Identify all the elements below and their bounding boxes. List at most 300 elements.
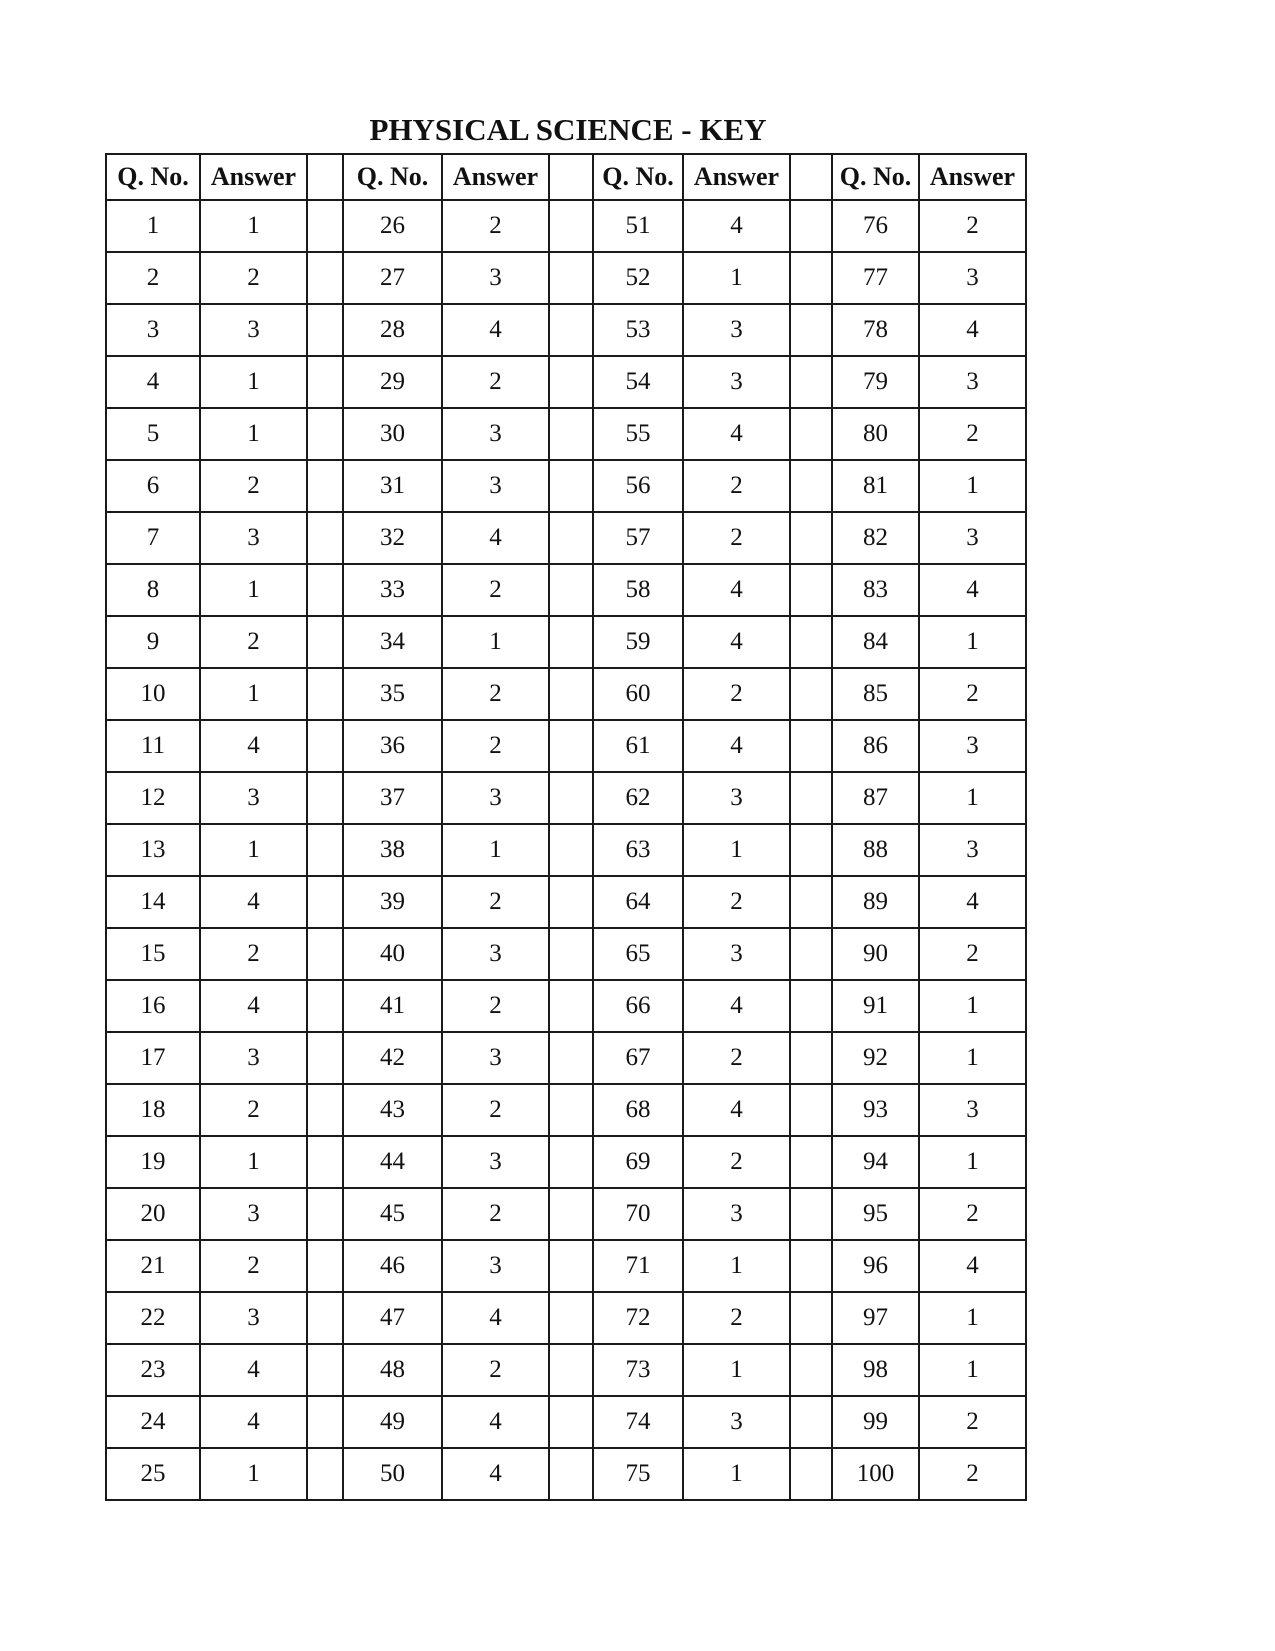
qno-header: Q. No. [832, 154, 919, 200]
spacer-cell [307, 252, 343, 304]
question-number-cell: 76 [832, 200, 919, 252]
answer-cell: 2 [200, 252, 307, 304]
answer-header: Answer [200, 154, 307, 200]
question-number-cell: 86 [832, 720, 919, 772]
answer-cell: 2 [919, 928, 1026, 980]
answer-cell: 1 [442, 824, 549, 876]
answer-cell: 4 [442, 512, 549, 564]
answer-cell: 2 [442, 564, 549, 616]
table-row [106, 1136, 1026, 1188]
answer-key-body [106, 200, 1026, 1500]
spacer-cell [790, 304, 832, 356]
spacer-cell [549, 616, 593, 668]
question-number-cell: 65 [593, 928, 683, 980]
table-row [106, 824, 1026, 876]
answer-cell: 1 [919, 1032, 1026, 1084]
question-number-cell: 78 [832, 304, 919, 356]
spacer-cell [307, 408, 343, 460]
answer-cell: 3 [919, 720, 1026, 772]
question-number-cell: 47 [343, 1292, 442, 1344]
answer-cell: 2 [919, 668, 1026, 720]
spacer-cell [790, 1136, 832, 1188]
answer-cell: 2 [200, 616, 307, 668]
answer-cell: 4 [919, 304, 1026, 356]
spacer-cell [790, 980, 832, 1032]
table-row [106, 1032, 1026, 1084]
table-row [106, 564, 1026, 616]
answer-cell: 3 [683, 772, 790, 824]
question-number-cell: 49 [343, 1396, 442, 1448]
spacer-cell [307, 720, 343, 772]
table-row [106, 668, 1026, 720]
spacer-cell [307, 980, 343, 1032]
answer-cell: 1 [919, 616, 1026, 668]
question-number-cell: 91 [832, 980, 919, 1032]
answer-cell: 4 [683, 564, 790, 616]
spacer-cell [549, 1032, 593, 1084]
spacer-cell [549, 1084, 593, 1136]
spacer-cell [790, 1240, 832, 1292]
table-row [106, 460, 1026, 512]
answer-cell: 2 [442, 1344, 549, 1396]
spacer-cell [549, 252, 593, 304]
answer-cell: 4 [683, 408, 790, 460]
answer-cell: 3 [919, 512, 1026, 564]
question-number-cell: 69 [593, 1136, 683, 1188]
spacer-cell [549, 460, 593, 512]
answer-cell: 2 [200, 1240, 307, 1292]
answer-cell: 1 [919, 772, 1026, 824]
question-number-cell: 56 [593, 460, 683, 512]
answer-cell: 2 [442, 356, 549, 408]
question-number-cell: 63 [593, 824, 683, 876]
header-row [106, 154, 1026, 200]
spacer-cell [549, 928, 593, 980]
question-number-cell: 60 [593, 668, 683, 720]
spacer-cell [549, 876, 593, 928]
question-number-cell: 44 [343, 1136, 442, 1188]
question-number-cell: 42 [343, 1032, 442, 1084]
question-number-cell: 100 [832, 1448, 919, 1500]
answer-cell: 1 [683, 1240, 790, 1292]
spacer-cell [790, 928, 832, 980]
question-number-cell: 80 [832, 408, 919, 460]
spacer-cell [549, 772, 593, 824]
question-number-cell: 85 [832, 668, 919, 720]
spacer-cell [307, 824, 343, 876]
question-number-cell: 22 [106, 1292, 200, 1344]
answer-cell: 3 [683, 304, 790, 356]
qno-header: Q. No. [106, 154, 200, 200]
spacer-cell [307, 1344, 343, 1396]
question-number-cell: 53 [593, 304, 683, 356]
question-number-cell: 52 [593, 252, 683, 304]
spacer-cell [790, 512, 832, 564]
question-number-cell: 46 [343, 1240, 442, 1292]
answer-cell: 1 [442, 616, 549, 668]
question-number-cell: 74 [593, 1396, 683, 1448]
question-number-cell: 14 [106, 876, 200, 928]
answer-cell: 1 [919, 1136, 1026, 1188]
question-number-cell: 35 [343, 668, 442, 720]
table-row [106, 1344, 1026, 1396]
answer-cell: 1 [200, 1136, 307, 1188]
question-number-cell: 34 [343, 616, 442, 668]
answer-cell: 2 [683, 1136, 790, 1188]
question-number-cell: 59 [593, 616, 683, 668]
answer-cell: 1 [200, 356, 307, 408]
answer-cell: 4 [442, 1448, 549, 1500]
spacer-cell [549, 356, 593, 408]
spacer-cell [307, 928, 343, 980]
spacer-cell [790, 1032, 832, 1084]
answer-cell: 3 [683, 1396, 790, 1448]
answer-cell: 4 [200, 876, 307, 928]
question-number-cell: 30 [343, 408, 442, 460]
question-number-cell: 17 [106, 1032, 200, 1084]
spacer-cell [790, 772, 832, 824]
question-number-cell: 38 [343, 824, 442, 876]
table-row [106, 1188, 1026, 1240]
spacer-cell [790, 876, 832, 928]
question-number-cell: 62 [593, 772, 683, 824]
question-number-cell: 67 [593, 1032, 683, 1084]
spacer-cell [549, 1292, 593, 1344]
spacer-cell [790, 668, 832, 720]
spacer-cell [307, 564, 343, 616]
question-number-cell: 66 [593, 980, 683, 1032]
table-row [106, 720, 1026, 772]
question-number-cell: 4 [106, 356, 200, 408]
spacer-cell [307, 200, 343, 252]
question-number-cell: 16 [106, 980, 200, 1032]
spacer-cell [307, 1292, 343, 1344]
question-number-cell: 94 [832, 1136, 919, 1188]
qno-header: Q. No. [593, 154, 683, 200]
question-number-cell: 32 [343, 512, 442, 564]
spacer-cell [307, 460, 343, 512]
question-number-cell: 24 [106, 1396, 200, 1448]
page-title: PHYSICAL SCIENCE - KEY [369, 112, 767, 147]
question-number-cell: 7 [106, 512, 200, 564]
question-number-cell: 73 [593, 1344, 683, 1396]
answer-cell: 1 [683, 252, 790, 304]
question-number-cell: 55 [593, 408, 683, 460]
answer-cell: 1 [683, 1448, 790, 1500]
spacer-cell [307, 616, 343, 668]
answer-cell: 4 [683, 720, 790, 772]
spacer-cell [549, 1448, 593, 1500]
question-number-cell: 10 [106, 668, 200, 720]
table-row [106, 200, 1026, 252]
question-number-cell: 79 [832, 356, 919, 408]
question-number-cell: 92 [832, 1032, 919, 1084]
answer-cell: 3 [442, 252, 549, 304]
answer-cell: 3 [683, 356, 790, 408]
spacer-cell [549, 512, 593, 564]
spacer-cell [549, 824, 593, 876]
answer-cell: 3 [442, 1136, 549, 1188]
spacer-cell [549, 980, 593, 1032]
question-number-cell: 87 [832, 772, 919, 824]
spacer-cell [307, 154, 343, 200]
table-row [106, 1084, 1026, 1136]
answer-cell: 3 [200, 1032, 307, 1084]
spacer-cell [307, 304, 343, 356]
spacer-cell [549, 1136, 593, 1188]
question-number-cell: 72 [593, 1292, 683, 1344]
answer-cell: 4 [919, 876, 1026, 928]
answer-cell: 4 [200, 1344, 307, 1396]
answer-cell: 2 [683, 876, 790, 928]
question-number-cell: 20 [106, 1188, 200, 1240]
table-row [106, 616, 1026, 668]
spacer-cell [307, 1188, 343, 1240]
table-row [106, 1448, 1026, 1500]
question-number-cell: 97 [832, 1292, 919, 1344]
spacer-cell [549, 408, 593, 460]
qno-header: Q. No. [343, 154, 442, 200]
spacer-cell [549, 564, 593, 616]
question-number-cell: 36 [343, 720, 442, 772]
spacer-cell [790, 1292, 832, 1344]
answer-cell: 2 [200, 460, 307, 512]
table-row [106, 252, 1026, 304]
answer-cell: 4 [683, 200, 790, 252]
question-number-cell: 84 [832, 616, 919, 668]
spacer-cell [790, 154, 832, 200]
answer-cell: 3 [442, 928, 549, 980]
answer-cell: 4 [442, 304, 549, 356]
question-number-cell: 48 [343, 1344, 442, 1396]
spacer-cell [307, 668, 343, 720]
spacer-cell [790, 564, 832, 616]
spacer-cell [307, 512, 343, 564]
answer-cell: 4 [919, 564, 1026, 616]
question-number-cell: 93 [832, 1084, 919, 1136]
answer-cell: 2 [919, 1396, 1026, 1448]
question-number-cell: 23 [106, 1344, 200, 1396]
answer-cell: 3 [200, 304, 307, 356]
answer-cell: 1 [200, 564, 307, 616]
table-row [106, 1396, 1026, 1448]
question-number-cell: 11 [106, 720, 200, 772]
answer-cell: 2 [442, 1084, 549, 1136]
question-number-cell: 75 [593, 1448, 683, 1500]
spacer-cell [790, 1188, 832, 1240]
answer-cell: 2 [683, 1032, 790, 1084]
question-number-cell: 1 [106, 200, 200, 252]
spacer-cell [307, 876, 343, 928]
spacer-cell [549, 1396, 593, 1448]
answer-header: Answer [442, 154, 549, 200]
table-row [106, 304, 1026, 356]
answer-cell: 4 [683, 980, 790, 1032]
table-row [106, 356, 1026, 408]
answer-cell: 4 [200, 980, 307, 1032]
answer-cell: 4 [442, 1292, 549, 1344]
spacer-cell [307, 1136, 343, 1188]
question-number-cell: 64 [593, 876, 683, 928]
question-number-cell: 13 [106, 824, 200, 876]
spacer-cell [790, 1344, 832, 1396]
spacer-cell [790, 720, 832, 772]
question-number-cell: 6 [106, 460, 200, 512]
table-row [106, 928, 1026, 980]
spacer-cell [790, 1084, 832, 1136]
question-number-cell: 70 [593, 1188, 683, 1240]
answer-cell: 3 [200, 1188, 307, 1240]
question-number-cell: 83 [832, 564, 919, 616]
answer-cell: 2 [442, 200, 549, 252]
question-number-cell: 29 [343, 356, 442, 408]
question-number-cell: 58 [593, 564, 683, 616]
spacer-cell [549, 720, 593, 772]
answer-cell: 1 [683, 1344, 790, 1396]
question-number-cell: 27 [343, 252, 442, 304]
spacer-cell [307, 772, 343, 824]
answer-cell: 2 [919, 200, 1026, 252]
spacer-cell [790, 616, 832, 668]
answer-cell: 2 [442, 980, 549, 1032]
answer-cell: 3 [442, 1240, 549, 1292]
answer-cell: 3 [442, 1032, 549, 1084]
question-number-cell: 71 [593, 1240, 683, 1292]
spacer-cell [790, 1448, 832, 1500]
question-number-cell: 88 [832, 824, 919, 876]
answer-cell: 1 [200, 1448, 307, 1500]
table-row [106, 1292, 1026, 1344]
question-number-cell: 99 [832, 1396, 919, 1448]
question-number-cell: 33 [343, 564, 442, 616]
spacer-cell [549, 668, 593, 720]
answer-cell: 4 [683, 1084, 790, 1136]
answer-cell: 3 [919, 824, 1026, 876]
answer-cell: 3 [919, 1084, 1026, 1136]
answer-header: Answer [683, 154, 790, 200]
answer-cell: 3 [683, 928, 790, 980]
question-number-cell: 18 [106, 1084, 200, 1136]
spacer-cell [790, 408, 832, 460]
answer-cell: 2 [442, 1188, 549, 1240]
question-number-cell: 90 [832, 928, 919, 980]
answer-cell: 2 [683, 1292, 790, 1344]
answer-cell: 3 [442, 772, 549, 824]
spacer-cell [549, 1240, 593, 1292]
question-number-cell: 89 [832, 876, 919, 928]
question-number-cell: 43 [343, 1084, 442, 1136]
question-number-cell: 26 [343, 200, 442, 252]
question-number-cell: 2 [106, 252, 200, 304]
question-number-cell: 41 [343, 980, 442, 1032]
spacer-cell [307, 1448, 343, 1500]
question-number-cell: 40 [343, 928, 442, 980]
answer-cell: 3 [200, 1292, 307, 1344]
question-number-cell: 61 [593, 720, 683, 772]
answer-cell: 4 [200, 720, 307, 772]
spacer-cell [549, 1188, 593, 1240]
answer-header: Answer [919, 154, 1026, 200]
spacer-cell [790, 460, 832, 512]
question-number-cell: 57 [593, 512, 683, 564]
question-number-cell: 98 [832, 1344, 919, 1396]
question-number-cell: 15 [106, 928, 200, 980]
answer-cell: 1 [200, 408, 307, 460]
answer-cell: 4 [200, 1396, 307, 1448]
question-number-cell: 37 [343, 772, 442, 824]
answer-cell: 2 [683, 460, 790, 512]
question-number-cell: 28 [343, 304, 442, 356]
spacer-cell [307, 1084, 343, 1136]
table-row [106, 980, 1026, 1032]
answer-cell: 1 [200, 668, 307, 720]
answer-cell: 3 [200, 772, 307, 824]
question-number-cell: 68 [593, 1084, 683, 1136]
answer-cell: 3 [683, 1188, 790, 1240]
question-number-cell: 25 [106, 1448, 200, 1500]
table-row [106, 512, 1026, 564]
question-number-cell: 45 [343, 1188, 442, 1240]
answer-key-table [105, 153, 1027, 1501]
answer-cell: 1 [200, 824, 307, 876]
spacer-cell [790, 1396, 832, 1448]
answer-cell: 2 [442, 876, 549, 928]
question-number-cell: 54 [593, 356, 683, 408]
spacer-cell [549, 154, 593, 200]
spacer-cell [790, 200, 832, 252]
question-number-cell: 8 [106, 564, 200, 616]
answer-cell: 2 [683, 512, 790, 564]
answer-cell: 2 [200, 928, 307, 980]
question-number-cell: 12 [106, 772, 200, 824]
question-number-cell: 96 [832, 1240, 919, 1292]
answer-cell: 2 [683, 668, 790, 720]
answer-cell: 3 [200, 512, 307, 564]
question-number-cell: 81 [832, 460, 919, 512]
question-number-cell: 95 [832, 1188, 919, 1240]
answer-cell: 3 [919, 252, 1026, 304]
question-number-cell: 19 [106, 1136, 200, 1188]
answer-cell: 2 [200, 1084, 307, 1136]
table-row [106, 408, 1026, 460]
question-number-cell: 77 [832, 252, 919, 304]
answer-cell: 4 [683, 616, 790, 668]
question-number-cell: 50 [343, 1448, 442, 1500]
answer-cell: 1 [683, 824, 790, 876]
answer-cell: 3 [442, 408, 549, 460]
question-number-cell: 9 [106, 616, 200, 668]
spacer-cell [790, 252, 832, 304]
question-number-cell: 5 [106, 408, 200, 460]
table-row [106, 772, 1026, 824]
answer-cell: 1 [919, 1344, 1026, 1396]
answer-cell: 2 [919, 1448, 1026, 1500]
answer-cell: 4 [919, 1240, 1026, 1292]
answer-cell: 1 [919, 460, 1026, 512]
spacer-cell [790, 824, 832, 876]
question-number-cell: 3 [106, 304, 200, 356]
answer-cell: 1 [200, 200, 307, 252]
spacer-cell [307, 1396, 343, 1448]
answer-cell: 4 [442, 1396, 549, 1448]
answer-cell: 3 [919, 356, 1026, 408]
table-row [106, 1240, 1026, 1292]
question-number-cell: 21 [106, 1240, 200, 1292]
question-number-cell: 39 [343, 876, 442, 928]
answer-cell: 3 [442, 460, 549, 512]
spacer-cell [790, 356, 832, 408]
question-number-cell: 31 [343, 460, 442, 512]
